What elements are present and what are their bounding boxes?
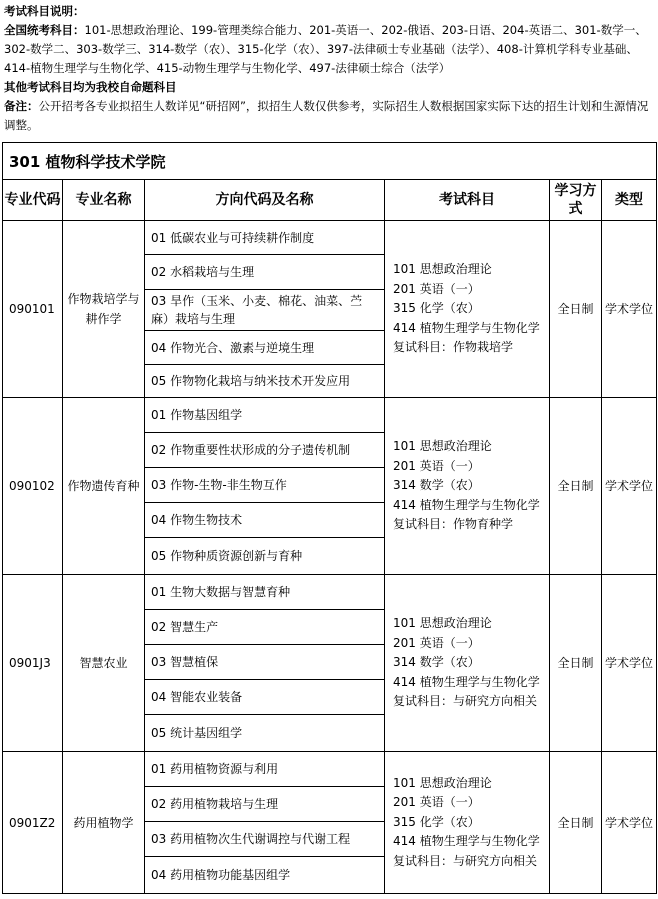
exam-subjects bbox=[385, 398, 550, 575]
direction-item: 02 药用植物栽培与生理 bbox=[145, 787, 384, 822]
exam-subjects bbox=[385, 575, 550, 752]
subject-item: 101 思想政治理论 bbox=[393, 616, 492, 631]
subject-item: 315 化学（农） bbox=[393, 301, 480, 316]
degree-type: 学术学位 bbox=[602, 752, 657, 894]
direction-item: 01 生物大数据与智慧育种 bbox=[145, 575, 384, 610]
study-mode: 全日制 bbox=[550, 398, 602, 575]
direction-item: 04 作物光合、激素与逆境生理 bbox=[145, 331, 384, 365]
direction-item: 05 统计基因组学 bbox=[151, 726, 243, 740]
direction-list bbox=[145, 221, 385, 398]
subject-item: 复试科目：作物育种学 bbox=[393, 517, 514, 532]
table-row bbox=[3, 752, 657, 894]
study-mode: 全日制 bbox=[550, 221, 602, 398]
subject-item: 复试科目：作物栽培学 bbox=[393, 340, 514, 355]
major-code: 090102 bbox=[3, 398, 63, 575]
header-subjects: 考试科目 bbox=[385, 180, 550, 221]
subject-item: 101 思想政治理论 bbox=[393, 262, 492, 277]
direction-item: 04 作物生物技术 bbox=[145, 503, 384, 538]
direction-list bbox=[145, 575, 385, 752]
table-row bbox=[3, 398, 657, 575]
direction-item: 03 智慧植保 bbox=[145, 645, 384, 680]
college-title: 301 植物科学技术学院 bbox=[3, 143, 657, 180]
subject-item: 201 英语（一） bbox=[393, 635, 480, 650]
direction-list bbox=[145, 398, 385, 575]
subject-item: 314 数学（农） bbox=[393, 478, 480, 493]
subject-item: 101 思想政治理论 bbox=[393, 775, 492, 790]
direction-list bbox=[145, 752, 385, 894]
subject-item: 414 植物生理学与生物化学 bbox=[393, 497, 540, 512]
subject-item: 复试科目：与研究方向相关 bbox=[393, 853, 538, 868]
direction-item: 03 药用植物次生代谢调控与代谢工程 bbox=[145, 822, 384, 857]
subject-item: 101 思想政治理论 bbox=[393, 439, 492, 454]
header-name: 专业名称 bbox=[63, 180, 145, 221]
subject-item: 414 植物生理学与生物化学 bbox=[393, 674, 540, 689]
exam-subjects bbox=[385, 221, 550, 398]
subject-item: 414 植物生理学与生物化学 bbox=[393, 320, 540, 335]
table-row bbox=[3, 575, 657, 752]
major-name: 作物栽培学与耕作学 bbox=[63, 221, 145, 398]
major-name: 智慧农业 bbox=[63, 575, 145, 752]
header-mode: 学习方式 bbox=[550, 180, 602, 221]
direction-item: 03 旱作（玉米、小麦、棉花、油菜、苎麻）栽培与生理 bbox=[145, 290, 384, 331]
table-header bbox=[3, 180, 657, 221]
degree-type: 学术学位 bbox=[602, 221, 657, 398]
remark-note: 备注：公开招考各专业拟招生人数详见“研招网”，拟招生人数仅供参考，实际招生人数根据国家实际下达的招生计划和生源情况调整。 bbox=[4, 99, 649, 132]
table-row bbox=[3, 221, 657, 398]
direction-item: 05 作物物化栽培与纳米技术开发应用 bbox=[151, 374, 351, 388]
major-code: 090101 bbox=[3, 221, 63, 398]
header-type: 类型 bbox=[602, 180, 657, 221]
major-code: 0901J3 bbox=[3, 575, 63, 752]
national-subjects-note: 全国统考科目：101-思想政治理论、199-管理类综合能力、201-英语一、202-俄语、203-日语、204-英语二、301-数学一、302-数学二、303-数学三、314-数学（农）、315-化学（农）、397-法律硕士专业基础（法学）、408-计算机学科专业基础、414-植物生理学与生物化学、415-动物生理学与生物化学、497-法律硕士综合（法学） bbox=[4, 23, 647, 75]
subject-item: 315 化学（农） bbox=[393, 814, 480, 829]
exam-subjects bbox=[385, 752, 550, 894]
direction-item: 04 智能农业装备 bbox=[145, 680, 384, 715]
direction-item: 01 药用植物资源与利用 bbox=[145, 752, 384, 787]
study-mode: 全日制 bbox=[550, 575, 602, 752]
major-name: 作物遗传育种 bbox=[63, 398, 145, 575]
direction-item: 01 低碳农业与可持续耕作制度 bbox=[145, 221, 384, 255]
exam-notes bbox=[4, 2, 654, 135]
subject-item: 复试科目：与研究方向相关 bbox=[393, 694, 538, 709]
major-name: 药用植物学 bbox=[63, 752, 145, 894]
header-direction: 方向代码及名称 bbox=[145, 180, 385, 221]
subject-item: 201 英语（一） bbox=[393, 281, 480, 296]
direction-item: 02 水稻栽培与生理 bbox=[145, 255, 384, 290]
subject-item: 201 英语（一） bbox=[393, 795, 480, 810]
admissions-table bbox=[2, 142, 657, 894]
study-mode: 全日制 bbox=[550, 752, 602, 894]
major-code: 0901Z2 bbox=[3, 752, 63, 894]
direction-item: 04 药用植物功能基因组学 bbox=[151, 868, 291, 882]
subject-item: 201 英语（一） bbox=[393, 458, 480, 473]
degree-type: 学术学位 bbox=[602, 398, 657, 575]
direction-item: 02 智慧生产 bbox=[145, 610, 384, 645]
header-code: 专业代码 bbox=[3, 180, 63, 221]
direction-item: 03 作物-生物-非生物互作 bbox=[145, 468, 384, 503]
self-subjects-note: 其他考试科目均为我校自命题科目 bbox=[4, 80, 177, 94]
subject-item: 314 数学（农） bbox=[393, 655, 480, 670]
direction-item: 02 作物重要性状形成的分子遗传机制 bbox=[145, 433, 384, 468]
direction-item: 01 作物基因组学 bbox=[145, 398, 384, 433]
notes-heading: 考试科目说明： bbox=[4, 4, 85, 18]
subject-item: 414 植物生理学与生物化学 bbox=[393, 834, 540, 849]
direction-item: 05 作物种质资源创新与育种 bbox=[151, 549, 303, 563]
degree-type: 学术学位 bbox=[602, 575, 657, 752]
